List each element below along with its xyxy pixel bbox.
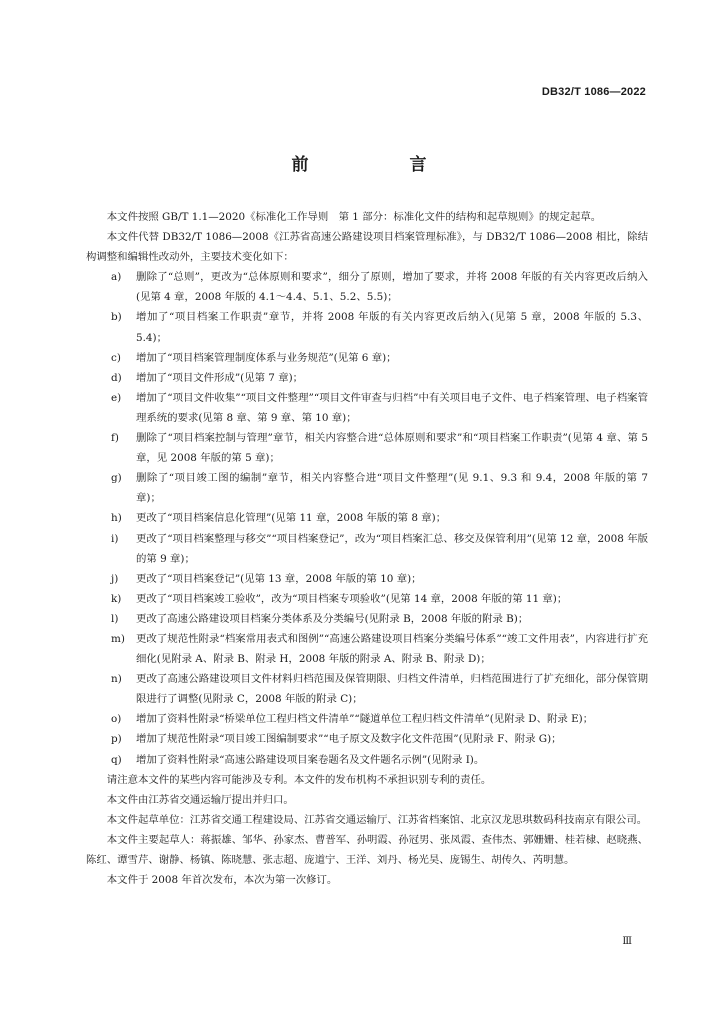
list-item-text: 更改了“项目档案信息化管理”(见第 11 章，2008 年版的第 8 章)； (136, 512, 447, 525)
list-marker: f) (111, 432, 119, 445)
changes-list (86, 267, 648, 769)
list-item-text: 更改了规范性附录“档案常用表式和图例”“高速公路建设项目档案分类编号体系”“竣工文件用表”，内容进行扩充细化(见附录 A、附录 B、附录 H，2008 年版的附录 A、附录 B、附录 D)； (136, 632, 648, 666)
list-item (86, 307, 648, 347)
list-item (86, 609, 648, 629)
list-marker: h) (111, 512, 122, 525)
list-item (86, 267, 648, 307)
list-item-text: 更改了“项目档案整理与移交”“项目档案登记”，改为“项目档案汇总、移交及保管利用”(见第 12 章，2008 年版的第 9 章)； (136, 532, 648, 565)
document-code: DB32/T 1086—2022 (541, 86, 646, 98)
list-item (86, 468, 648, 508)
list-item (86, 529, 648, 569)
list-item-text: 更改了“项目档案登记”(见第 13 章，2008 年版的第 10 章)； (136, 572, 422, 585)
foreword-body (86, 207, 648, 890)
intro-paragraph: 本文件按照 GB/T 1.1—2020《标准化工作导则 第 1 部分：标准化文件的结构和起草规则》的规定起草。 (106, 211, 602, 223)
page-number: Ⅲ (622, 936, 632, 947)
list-item (86, 368, 648, 388)
list-marker: j) (111, 572, 119, 585)
closing-paragraph: 本文件主要起草人：蒋振雄、邹华、孙家杰、曹普军、孙明霞、孙冠男、张凤霞、查伟杰、郭姗姗、桂若棣、赵晓燕、陈红、谭雪芹、谢静、杨镇、陈晓慧、张志超、庞道宁、王洋、刘丹、杨光昊、庞锡生、胡传久、芮明慧。 (86, 833, 648, 866)
list-item-text: 增加了“项目档案管理制度体系与业务规范”(见第 6 章)； (136, 351, 397, 364)
list-item (86, 388, 648, 428)
list-item (86, 709, 648, 729)
list-item-text: 删除了“项目档案控制与管理”章节，相关内容整合进“总体原则和要求”和“项目档案工作职责”(见第 4 章、第 5 章，见 2008 年版的第 5 章)； (136, 432, 648, 465)
list-marker: d) (111, 371, 122, 384)
list-marker: b) (111, 311, 122, 324)
list-marker: q) (111, 753, 122, 766)
list-item-text: 增加了规范性附录“项目竣工图编制要求”“电子原文及数字化文件范围”(见附录 F、附录 G)； (136, 733, 562, 746)
list-marker: l) (111, 612, 119, 625)
list-marker: n) (111, 673, 122, 686)
list-marker: p) (111, 733, 122, 746)
list-item-text: 更改了“项目档案竣工验收”，改为“项目档案专项验收”(见第 14 章，2008 年版的第 11 章)； (136, 592, 568, 605)
list-item (86, 428, 648, 468)
list-marker: g) (111, 472, 122, 485)
list-marker: c) (111, 351, 121, 364)
list-item-text: 删除了“项目竣工图的编制”章节，相关内容整合进“项目文件整理”(见 9.1、9.3 和 9.4，2008 年版的第 7 章)； (136, 472, 648, 505)
list-marker: i) (111, 532, 119, 545)
list-item-text: 增加了“项目档案工作职责”章节，并将 2008 年版的有关内容更改后纳入(见第 5 章，2008 年版的 5.3、5.4)； (136, 311, 648, 344)
list-item-text: 更改了高速公路建设项目文件材料归档范围及保管期限、归档文件清单，归档范围进行了扩充细化，部分保管期限进行了调整(见附录 C，2008 年版的附录 C)； (136, 673, 648, 706)
list-item (86, 589, 648, 609)
list-item-text: 删除了“总则”，更改为“总体原则和要求”，细分了原则，增加了要求，并将 2008 年版的有关内容更改后纳入(见第 4 章，2008 年版的 4.1～4.4、5.1、5.2、5.5)； (136, 271, 648, 304)
list-item (86, 569, 648, 589)
list-marker: e) (111, 391, 122, 404)
closing-paragraph: 本文件由江苏省交通运输厅提出并归口。 (106, 793, 294, 806)
closing-paragraph: 本文件于 2008 年首次发布，本次为第一次修订。 (106, 874, 338, 887)
closing-paragraph: 本文件起草单位：江苏省交通工程建设局、江苏省交通运输厅、江苏省档案馆、北京汉龙思琪数码科技南京有限公司。 (106, 813, 648, 826)
closing-paragraph: 请注意本文件的某些内容可能涉及专利。本文件的发布机构不承担识别专利的责任。 (106, 773, 492, 786)
list-marker: a) (111, 271, 122, 284)
list-item (86, 348, 648, 368)
list-item-text: 增加了“项目文件收集”“项目文件整理”“项目文件审查与归档”中有关项目电子文件、电子档案管理、电子档案管理系统的要求(见第 8 章、第 9 章、第 10 章)； (136, 391, 648, 424)
list-item-text: 增加了“项目文件形成”(见第 7 章)； (136, 371, 304, 384)
list-item-text: 增加了资料性附录“桥梁单位工程归档文件清单”“隧道单位工程归档文件清单”(见附录 D、附录 E)； (136, 713, 594, 726)
list-item (86, 508, 648, 528)
list-item (86, 629, 648, 669)
list-item-text: 更改了高速公路建设项目档案分类体系及分类编号(见附录 B，2008 年版的附录 B)； (136, 612, 529, 625)
list-item (86, 669, 648, 709)
list-item (86, 750, 648, 770)
closing-block (86, 770, 648, 891)
list-marker: m) (111, 632, 125, 645)
list-item-text: 增加了资料性附录“高速公路建设项目案卷题名及文件题名示例”(见附录 I)。 (136, 753, 485, 766)
intro-paragraph: 本文件代替 DB32/T 1086—2008《江苏省高速公路建设项目档案管理标准》，与 DB32/T 1086—2008 相比，除结构调整和编辑性改动外，主要技术变化如下： (86, 231, 648, 264)
list-marker: k) (111, 592, 122, 605)
page-title: 前 言 (291, 155, 469, 175)
list-item (86, 729, 648, 749)
list-marker: o) (111, 713, 122, 726)
